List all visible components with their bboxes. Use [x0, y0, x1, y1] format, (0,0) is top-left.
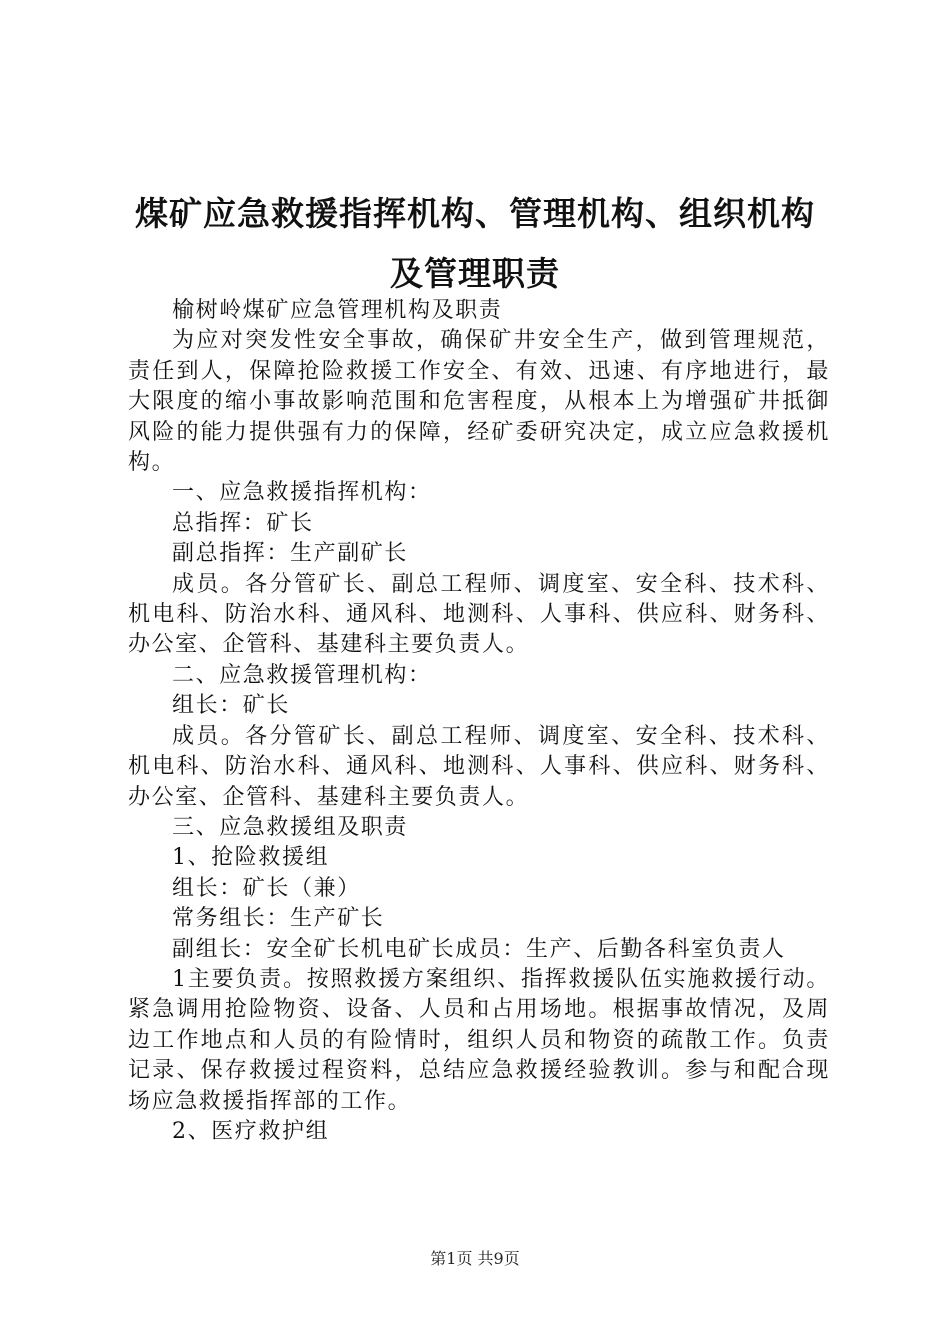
paragraph-rescue-group-heading: 1、抢险救援组: [172, 845, 330, 871]
paragraph-medical-group-heading: 2、医疗救护组: [172, 1118, 330, 1144]
document-body: [128, 296, 830, 1147]
paragraph-section-1-heading: 一、应急救援指挥机构：: [172, 480, 432, 506]
paragraph-rescue-deputy-leaders: 副组长：安全矿长机电矿长成员：生产、后勤各科室负责人: [172, 936, 786, 962]
document-title-line-1: 煤矿应急救援指挥机构、管理机构、组织机构: [135, 194, 815, 233]
paragraph-section-2-heading: 二、应急救援管理机构：: [172, 662, 432, 688]
paragraph-section-3-heading: 三、应急救援组及职责: [172, 814, 409, 840]
paragraph-commander: 总指挥：矿长: [172, 510, 314, 536]
paragraph-management-members: 成员。各分管矿长、副总工程师、调度室、安全科、技术科、机电科、防治水科、通风科、地测科、人事科、供应科、财务科、办公室、企管科、基建科主要负责人。: [128, 723, 830, 810]
paragraph-command-members: 成员。各分管矿长、副总工程师、调度室、安全科、技术科、机电科、防治水科、通风科、地测科、人事科、供应科、财务科、办公室、企管科、基建科主要负责人。: [128, 571, 830, 658]
paragraph-rescue-group-leader: 组长：矿长（兼）: [172, 875, 361, 901]
document-title-line-2: 及管理职责: [390, 254, 560, 293]
paragraph-rescue-executive-leader: 常务组长：生产矿长: [172, 906, 385, 932]
paragraph-deputy-commander: 副总指挥：生产副矿长: [172, 541, 409, 567]
paragraph-intro: 为应对突发性安全事故，确保矿井安全生产，做到管理规范，责任到人，保障抢险救援工作安全、有效、迅速、有序地进行，最大限度的缩小事故影响范围和危害程度，从根本上为增强矿井抵御风险的能力提供强有力的保障，经矿委研究决定，成立应急救援机构。: [128, 328, 830, 476]
paragraph-management-leader: 组长：矿长: [172, 693, 291, 719]
page-number-footer: 第1页 共9页: [430, 1249, 520, 1268]
paragraph-org-heading: 榆树岭煤矿应急管理机构及职责: [172, 298, 503, 323]
paragraph-rescue-duties: 1主要负责。按照救援方案组织、指挥救援队伍实施救援行动。紧急调用抢险物资、设备、人员和占用场地。根据事故情况，及周边工作地点和人员的有险情时，组织人员和物资的疏散工作。负责记录、保存救援过程资料，总结应急救援经验教训。参与和配合现场应急救援指挥部的工作。: [128, 966, 830, 1114]
